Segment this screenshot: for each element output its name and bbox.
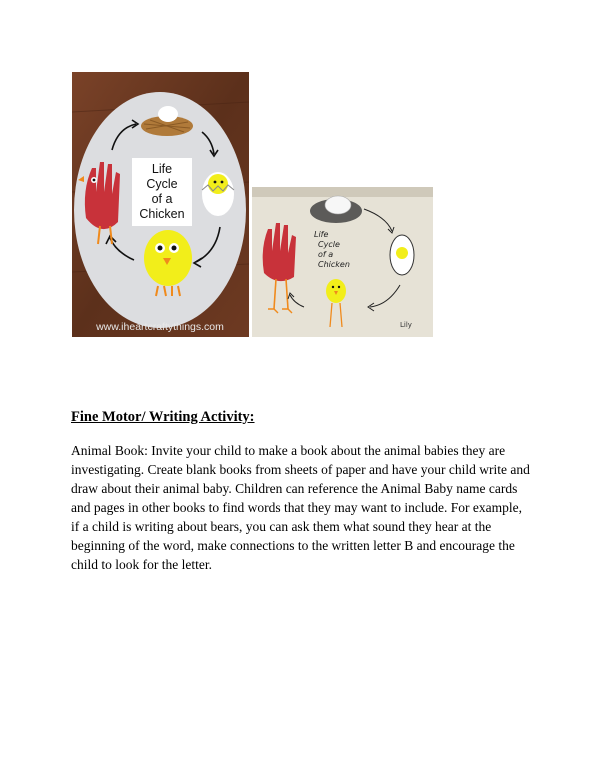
life-cycle-craft-photo xyxy=(72,72,249,337)
sign-line-1: Life xyxy=(151,162,173,176)
sign-line-3: of a xyxy=(151,192,173,206)
handwritten-line-1: Life xyxy=(314,230,329,239)
activity-description: Animal Book: Invite your child to make a book about the animal babies they are investigating. Create blank books from sheets of paper and have your child write and draw about their animal baby. Children can reference the Animal Baby name cards and pages in other books to find words that they may want to include. For example, if a child is writing about bears, you can ask them what sound they hear at the beginning of the word, make connections to the written letter B and encourage the child to look for the letter. xyxy=(71,443,530,572)
sign-line-2: Cycle xyxy=(146,177,178,191)
handwritten-line-3: of a xyxy=(318,250,334,259)
craft-plate-illustration xyxy=(72,72,249,337)
activity-heading: Fine Motor/ Writing Activity: xyxy=(71,409,255,425)
sign-line-4: Chicken xyxy=(139,207,185,221)
child-drawing-photo xyxy=(252,187,433,337)
handwritten-line-4: Chicken xyxy=(318,260,350,269)
egg-with-chick-icon xyxy=(390,235,414,275)
child-drawing-illustration xyxy=(252,187,433,337)
child-signature: Lily xyxy=(400,321,412,329)
watermark: www.iheartcraftythings.com xyxy=(96,321,224,333)
hatching-egg-icon xyxy=(202,172,234,216)
handwritten-line-2: Cycle xyxy=(318,240,340,249)
